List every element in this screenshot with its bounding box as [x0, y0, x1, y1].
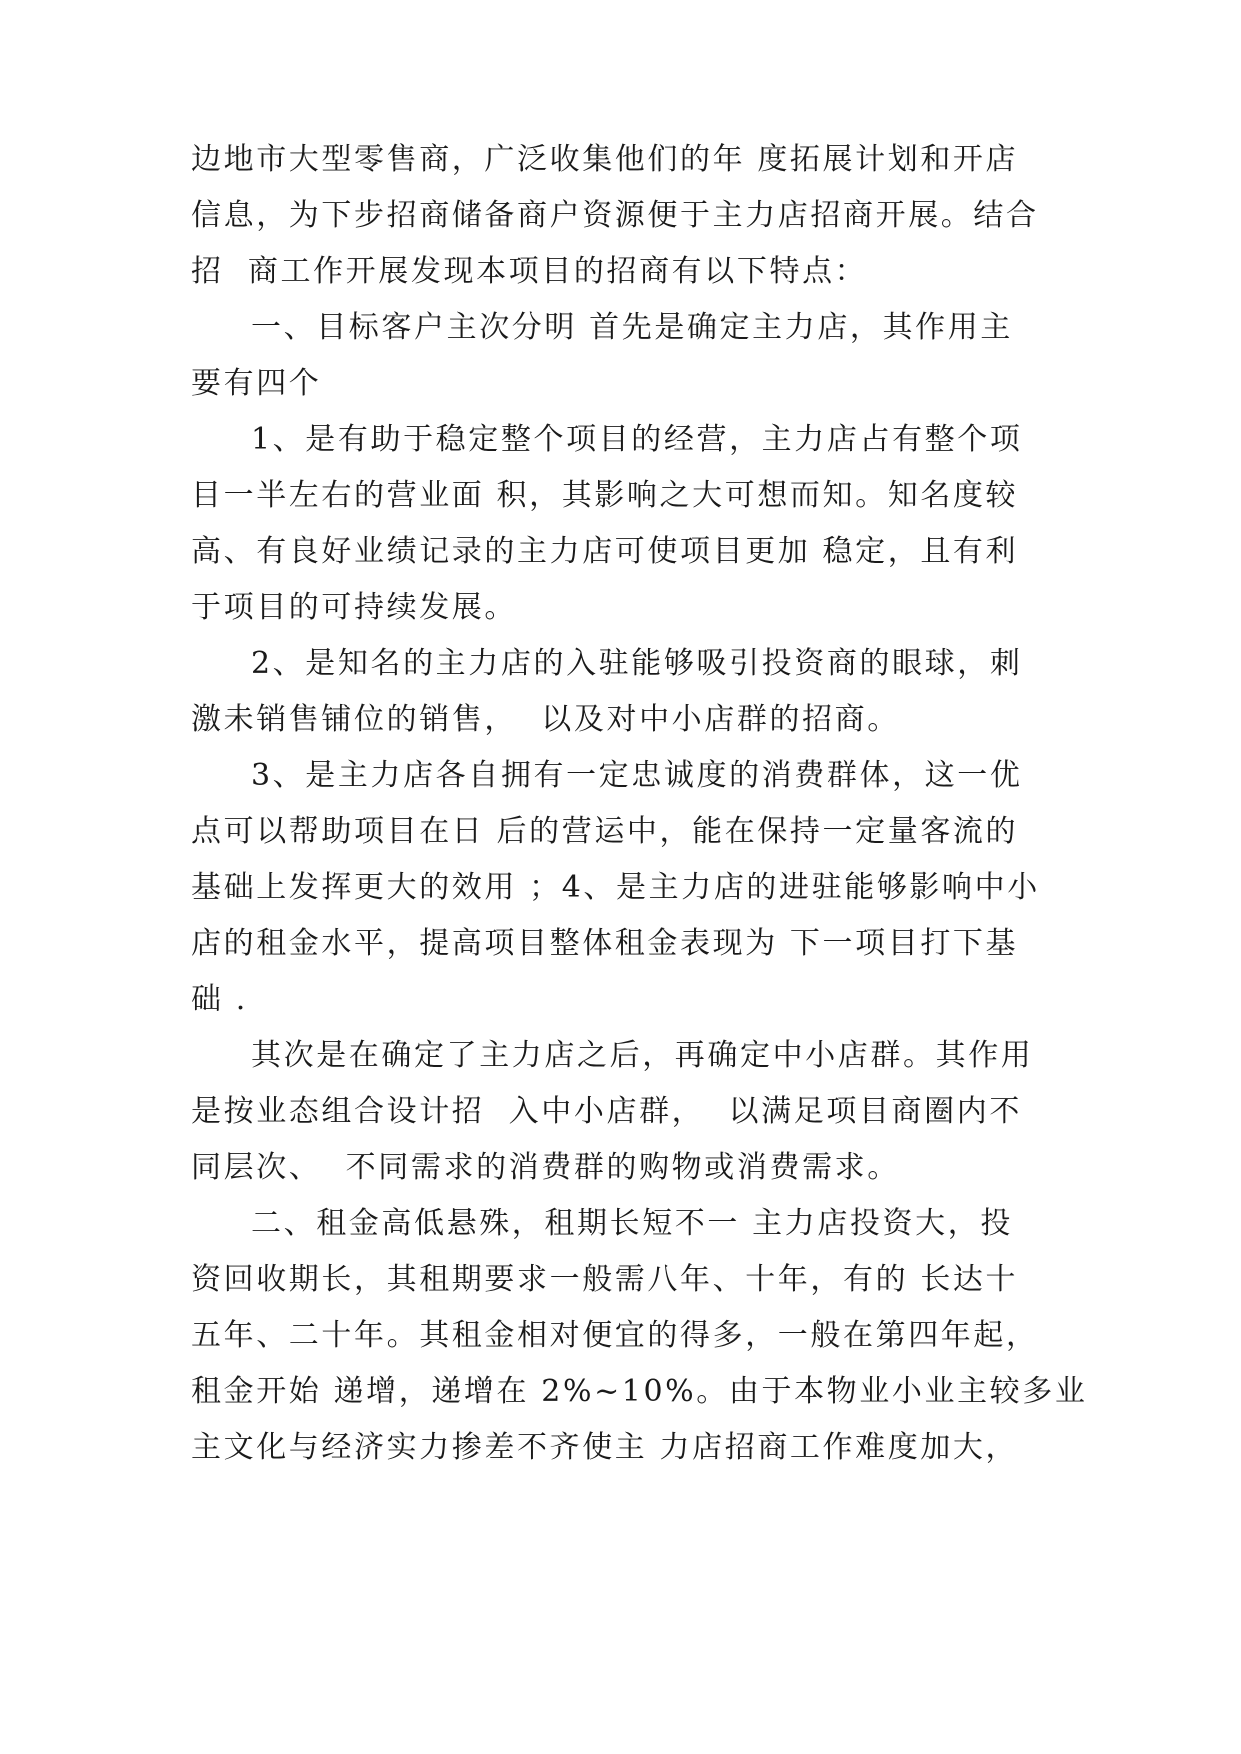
text-line: 主文化与经济实力掺差不齐使主 力店招商工作难度加大， — [191, 1430, 1019, 1465]
paragraph-first-line: 3、是主力店各自拥有一定忠诚度的消费群体，这一优 — [251, 758, 1023, 793]
paragraph-first-line: 二、租金高低悬殊，租期长短不一 主力店投资大，投 — [251, 1206, 1013, 1241]
text-line: 五年、二十年。其租金相对便宜的得多，一般在第四年起， — [191, 1318, 1039, 1353]
text-line: 激未销售铺位的销售， 以及对中小店群的招商。 — [191, 702, 900, 737]
text-line: 租金开始 递增，递增在 2%~10%。由于本物业小业主较多业 — [191, 1374, 1088, 1409]
paragraph-first-line: 1、是有助于稳定整个项目的经营，主力店占有整个项 — [251, 422, 1023, 457]
text-line: 招 商工作开展发现本项目的招商有以下特点： — [191, 254, 868, 289]
text-line: 边地市大型零售商，广泛收集他们的年 度拓展计划和开店 — [191, 142, 1019, 177]
text-line: 高、有良好业绩记录的主力店可使项目更加 稳定，且有利 — [191, 534, 1019, 569]
text-line: 础 . — [191, 982, 248, 1017]
text-line: 是按业态组合设计招 入中小店群， 以满足项目商圈内不 — [191, 1094, 1022, 1129]
text-line: 点可以帮助项目在日 后的营运中，能在保持一定量客流的 — [191, 814, 1019, 849]
text-line: 资回收期长，其租期要求一般需八年、十年，有的 长达十 — [191, 1262, 1019, 1297]
paragraph-first-line: 2、是知名的主力店的入驻能够吸引投资商的眼球，刺 — [251, 646, 1023, 681]
text-line: 店的租金水平，提高项目整体租金表现为 下一项目打下基 — [191, 926, 1019, 961]
paragraph-first-line: 一、目标客户主次分明 首先是确定主力店，其作用主 — [251, 310, 1013, 345]
text-line: 要有四个 — [191, 366, 322, 401]
text-line: 于项目的可持续发展。 — [191, 590, 517, 625]
text-line: 基础上发挥更大的效用 ；4、是主力店的进驻能够影响中小 — [191, 870, 1040, 905]
text-line: 信息，为下步招商储备商户资源便于主力店招商开展。结合 — [191, 198, 1039, 233]
paragraph-first-line: 其次是在确定了主力店之后，再确定中小店群。其作用 — [251, 1038, 1034, 1073]
text-line: 同层次、 不同需求的消费群的购物或消费需求。 — [191, 1150, 900, 1185]
text-line: 目一半左右的营业面 积，其影响之大可想而知。知名度较 — [191, 478, 1019, 513]
